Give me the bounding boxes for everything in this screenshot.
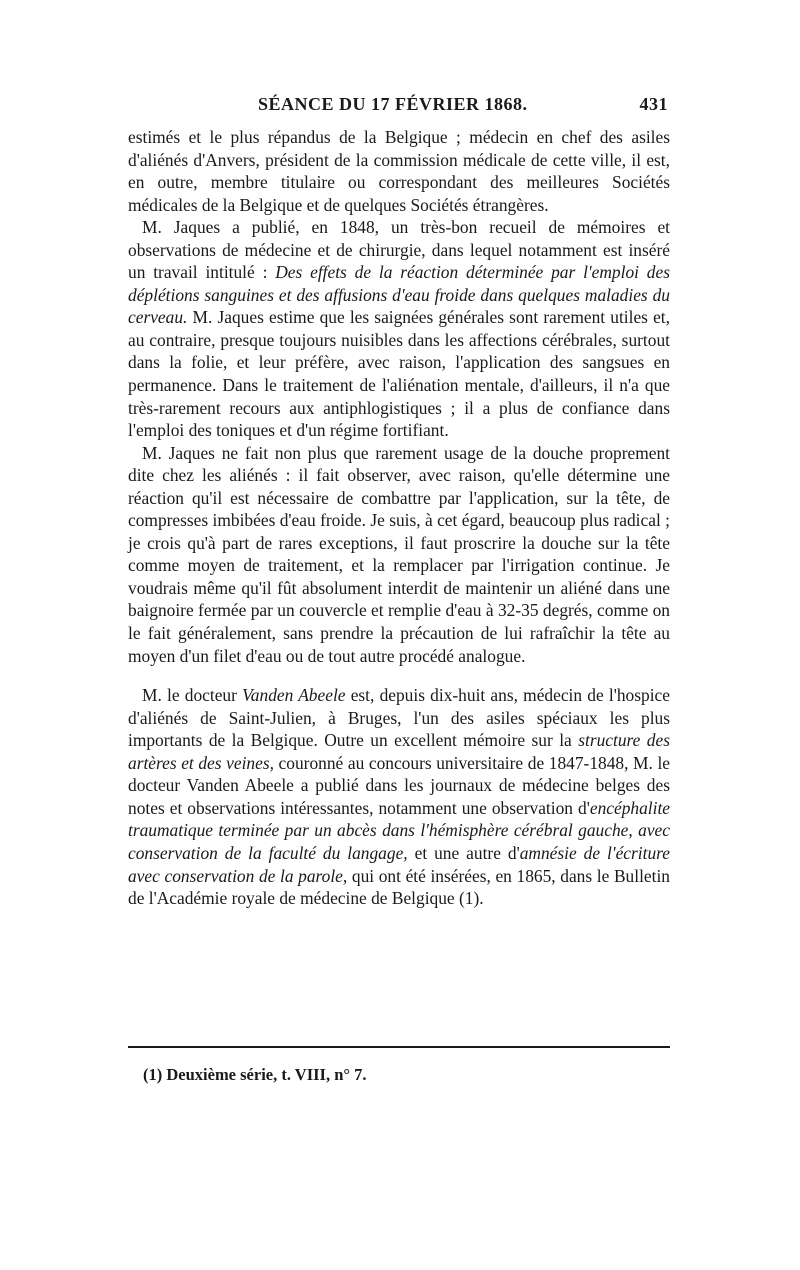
text-run: qui ont été insérées, en 1865, dans le Bulletin de l'Académie royale de médecine de Belgique (1). <box>128 865 670 909</box>
paragraph-4 <box>128 684 670 909</box>
italic-title-run: structure des artères et des veines, <box>128 730 670 773</box>
running-title: SÉANCE DU 17 FÉVRIER 1868. <box>258 94 528 114</box>
body-text <box>128 126 670 910</box>
text-run: M. Jaques ne fait non plus que rarement usage de la douche proprement dite chez les aliénés : il fait observer, avec raison, qu'elle détermine une réaction qu'il est nécessaire de combattre par l'application, sur la tête, de compresses imbibées d'eau froide. Je suis, à cet égard, beaucoup plus radical ; je crois qu'à part de rares exceptions, il faut proscrire la douche sur la tête comme moyen de traitement, et la remplacer par l'irrigation continue. Je voudrais même qu'il fût absolument interdit de maintenir un aliéné dans une baignoire fermée par un couvercle et remplie d'eau à 32-35 degrés, comme on le fait généralement, sans prendre la précaution de lui rafraîchir la tête au moyen d'un filet d'eau ou de tout autre procédé analogue. <box>128 442 670 666</box>
footnote-divider <box>128 1046 670 1048</box>
paragraph-2 <box>128 216 670 441</box>
paragraph-3 <box>128 442 670 667</box>
italic-title-run: encéphalite traumatique terminée par un abcès dans l'hémisphère cérébral gauche, avec conservation de la faculté du langage, <box>128 797 670 863</box>
text-run: M. Jaques estime que les saignées générales sont rarement utiles et, au contraire, presque toujours nuisibles dans les affections cérébrales, surtout dans la folie, et leur préfère, avec raison, l'application des sangsues en permanence. Dans le traitement de l'aliénation mentale, d'ailleurs, il n'a que très-rarement recours aux antiphlogistiques ; il a plus de confiance dans l'emploi des toniques et d'un régime fortifiant. <box>128 307 670 441</box>
text-run: M. Jaques a publié, en 1848, un très-bon recueil de mémoires et observations de médecine et de chirurgie, dans lequel notamment est inséré un travail intitulé : <box>128 217 670 283</box>
page-number: 431 <box>639 94 668 114</box>
footnote: (1) Deuxième série, t. VIII, n° 7. <box>143 1065 367 1084</box>
text-run: et une autre d' <box>407 842 520 863</box>
italic-title-run: amnésie de l'écriture avec conservation de la parole, <box>128 842 670 886</box>
italic-name-run: Vanden Abeele <box>242 685 346 706</box>
italic-title-run: Des effets de la réaction déterminée par l'emploi des déplétions sanguines et des affusions d'eau froide dans quelques maladies du cerveau. <box>128 262 670 328</box>
text-run: estimés et le plus répandus de la Belgique ; médecin en chef des asiles d'aliénés d'Anvers, président de la commission médicale de cette ville, il est, en outre, membre titulaire ou correspondant des meilleures Sociétés médicales de la Belgique et de quelques Sociétés étrangères. <box>128 127 670 215</box>
running-header <box>128 94 668 120</box>
text-run: M. le docteur <box>142 685 243 706</box>
text-run: couronné au concours universitaire de 1847-1848, M. le docteur Vanden Abeele a publié dans les journaux de médecine belges des notes et observations intéressantes, notamment une observation d' <box>128 752 671 818</box>
text-run: est, depuis dix-huit ans, médecin de l'hospice d'aliénés de Saint-Julien, à Bruges, l'un des asiles spéciaux les plus importants de la Belgique. Outre un excellent mémoire sur la <box>128 685 670 751</box>
paragraph-1 <box>128 126 670 216</box>
